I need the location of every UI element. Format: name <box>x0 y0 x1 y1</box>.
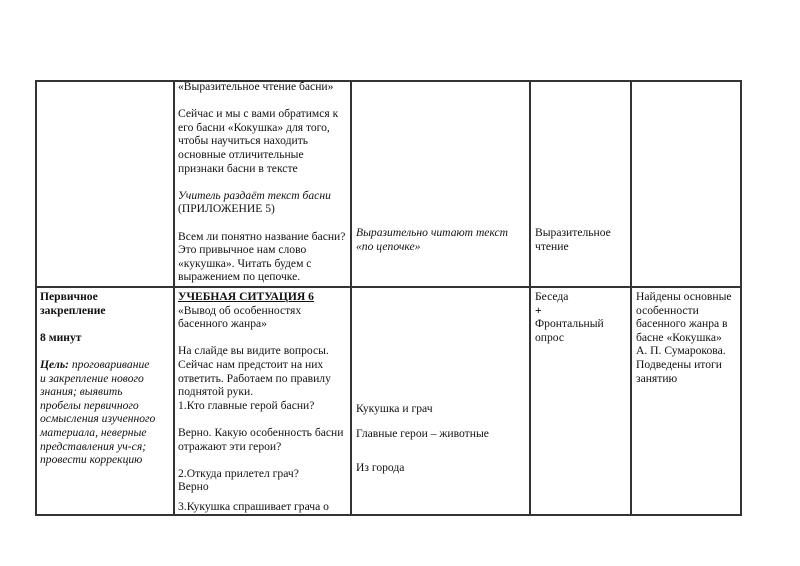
goal-text: представления уч-ся; <box>40 439 147 453</box>
situation-heading: УЧЕБНАЯ СИТУАЦИЯ 6 <box>178 290 314 303</box>
row2-content-cell <box>178 290 343 494</box>
table-border-bottom <box>35 514 742 516</box>
col-border <box>529 80 531 516</box>
row2-form <box>535 290 604 344</box>
row2-answers <box>356 402 433 416</box>
text-line: басенного жанра» <box>178 317 267 331</box>
text-line: его басни «Кокушка» для того, <box>178 120 330 134</box>
row1-student-activity <box>356 226 508 253</box>
col-border <box>173 80 175 516</box>
teacher-note: Учитель раздаёт текст басни <box>178 188 331 202</box>
text-line: + <box>535 303 542 317</box>
text-line: басне «Кокушка» <box>636 330 722 344</box>
text-line: «кукушка». Читать будем с <box>178 256 312 270</box>
stage-name: закрепление <box>40 303 106 317</box>
text-line: ответить. Работаем по правилу <box>178 371 331 385</box>
text-line: На слайде вы видите вопросы. <box>178 344 329 358</box>
row2-content-continued <box>178 500 329 514</box>
goal-text: осмысления изученного <box>40 412 156 426</box>
text-line: основные отличительные <box>178 147 304 161</box>
goal-label: Цель: <box>40 357 69 371</box>
text-line: чтение <box>535 239 569 253</box>
text-line: особенности <box>636 303 699 317</box>
question: 2.Откуда прилетел грач? <box>178 466 299 480</box>
text-line: Подведены итоги <box>636 357 722 371</box>
text-line: чтобы научиться находить <box>178 134 309 148</box>
text-line: Всем ли понятно название басни? <box>178 229 346 243</box>
text-line: Выразительное <box>535 226 611 239</box>
row1-form <box>535 226 611 253</box>
stage-time: 8 минут <box>40 330 82 344</box>
text-line: Верно <box>178 480 209 494</box>
goal-text: знания; выявить <box>40 385 123 399</box>
text-line: поднятой руки. <box>178 385 254 399</box>
question: 3.Кукушка спрашивает грача о <box>178 500 329 513</box>
text-line: Фронтальный <box>535 317 604 331</box>
col-border <box>350 80 352 516</box>
text-line: занятию <box>636 371 678 385</box>
goal-text: пробелы первичного <box>40 398 139 412</box>
text-line: Беседа <box>535 290 569 303</box>
answer: Главные герои – животные <box>356 427 489 440</box>
col-border <box>630 80 632 516</box>
situation-title: «Выразительное чтение басни» <box>178 80 334 93</box>
question: 1.Кто главные герой басни? <box>178 398 315 412</box>
goal-text: и закрепление нового <box>40 371 144 385</box>
goal-text: проговаривание <box>68 357 150 371</box>
text-line: Выразительно читают текст <box>356 226 508 239</box>
answer: Из города <box>356 461 405 474</box>
row2-answer-3 <box>356 461 404 475</box>
row2-answer-2 <box>356 427 489 441</box>
col-border <box>35 80 37 516</box>
text-line: отражают эти герои? <box>178 439 282 453</box>
stage-name: Первичное <box>40 290 98 303</box>
text-line: «Вывод об особенностях <box>178 303 302 317</box>
goal-text: провести коррекцию <box>40 453 143 467</box>
col-border <box>740 80 742 516</box>
row1-content-cell <box>178 80 345 284</box>
answer: Кукушка и грач <box>356 402 433 415</box>
row-divider <box>35 286 742 288</box>
text-line: опрос <box>535 330 565 344</box>
table-border-top <box>35 80 742 82</box>
question: Верно. Какую особенность басни <box>178 425 344 439</box>
row2-result <box>636 290 732 385</box>
text-line: признаки басни в тексте <box>178 161 298 175</box>
text-line: выражением по цепочке. <box>178 270 301 284</box>
text-line: А. П. Сумарокова. <box>636 344 726 358</box>
text-line: басенного жанра в <box>636 317 728 331</box>
goal-text: материала, неверные <box>40 425 147 439</box>
text-line: Это привычное нам слово <box>178 243 307 257</box>
text-line: Сейчас и мы с вами обратимся к <box>178 107 339 121</box>
appendix-ref: (ПРИЛОЖЕНИЕ 5) <box>178 202 275 216</box>
row2-stage-cell <box>40 290 155 467</box>
text-line: Найдены основные <box>636 290 732 303</box>
text-line: «по цепочке» <box>356 239 421 253</box>
text-line: Сейчас нам предстоит на них <box>178 357 324 371</box>
